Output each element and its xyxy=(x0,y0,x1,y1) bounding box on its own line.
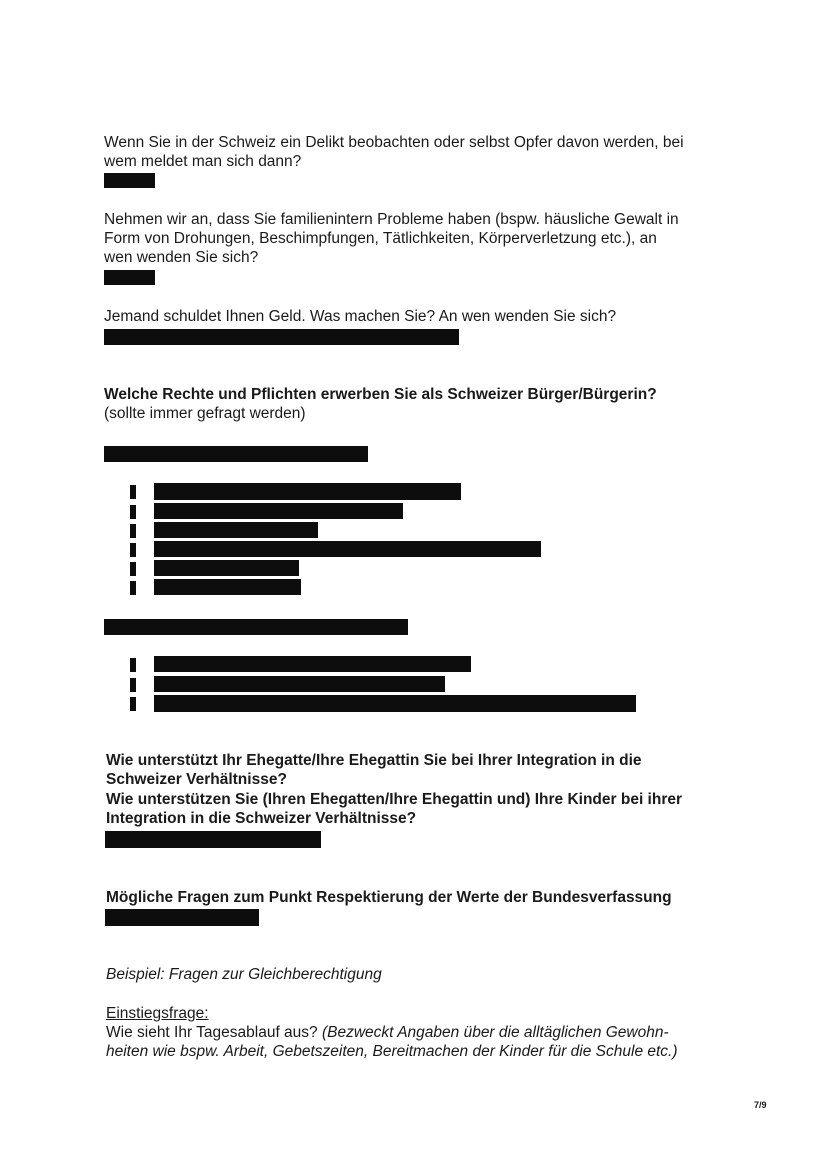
q2-line2: Form von Drohungen, Beschimpfungen, Tätlichkeiten, Körperverletzung etc.), an xyxy=(104,230,657,247)
redaction-box xyxy=(105,909,259,926)
redaction-box xyxy=(154,503,403,519)
bullet-marker xyxy=(130,697,136,711)
rights-note: (sollte immer gefragt werden) xyxy=(104,405,306,422)
redaction-box xyxy=(154,483,461,500)
q2-line1: Nehmen wir an, dass Sie familienintern Probleme haben (bspw. häusliche Gewalt in xyxy=(104,211,679,228)
entry-question-label: Einstiegsfrage: xyxy=(106,1005,209,1022)
redaction-box xyxy=(154,695,636,712)
bullet-marker xyxy=(130,524,136,538)
q1-line2: wem meldet man sich dann? xyxy=(104,153,302,170)
bullet-marker xyxy=(130,505,136,519)
entry-question-line2: heiten wie bspw. Arbeit, Gebetszeiten, Bereitmachen der Kinder für die Schule etc.) xyxy=(106,1043,678,1060)
bullet-marker xyxy=(130,485,136,499)
redaction-box xyxy=(154,560,299,576)
bullet-marker xyxy=(130,658,136,672)
redaction-box xyxy=(104,446,368,462)
integration-line2: Schweizer Verhältnisse? xyxy=(106,771,287,788)
entry-question-line1 xyxy=(106,1023,669,1042)
redaction-box xyxy=(154,656,471,672)
integration-line3: Wie unterstützen Sie (Ihren Ehegatten/Ihre Ehegattin und) Ihre Kinder bei ihrer xyxy=(106,791,683,808)
values-heading: Mögliche Fragen zum Punkt Respektierung der Werte der Bundesverfassung xyxy=(106,889,672,906)
q2-line3: wen wenden Sie sich? xyxy=(104,249,259,266)
q1-line1: Wenn Sie in der Schweiz ein Delikt beobachten oder selbst Opfer davon werden, bei xyxy=(104,134,684,151)
bullet-marker xyxy=(130,562,136,576)
redaction-box xyxy=(154,522,318,538)
entry-question-text: Wie sieht Ihr Tagesablauf aus? xyxy=(106,1024,322,1041)
bullet-marker xyxy=(130,543,136,557)
q3-line1: Jemand schuldet Ihnen Geld. Was machen Sie? An wen wenden Sie sich? xyxy=(104,308,617,325)
redaction-box xyxy=(154,676,445,692)
integration-line1: Wie unterstützt Ihr Ehegatte/Ihre Ehegattin Sie bei Ihrer Integration in die xyxy=(106,752,642,769)
redaction-box xyxy=(154,579,301,595)
bullet-marker xyxy=(130,581,136,595)
entry-question-note: (Bezweckt Angaben über die alltäglichen Gewohn- xyxy=(321,1024,669,1041)
bullet-marker xyxy=(130,678,136,692)
redaction-box xyxy=(105,831,321,848)
page-number: 7/9 xyxy=(754,1100,767,1110)
redaction-box xyxy=(104,173,155,188)
redaction-box xyxy=(104,329,459,345)
redaction-box xyxy=(104,270,155,285)
rights-heading: Welche Rechte und Pflichten erwerben Sie als Schweizer Bürger/Bürgerin? xyxy=(104,386,657,403)
redaction-box xyxy=(154,541,541,557)
example-label: Beispiel: Fragen zur Gleichberechtigung xyxy=(106,966,382,983)
redaction-box xyxy=(104,619,408,635)
integration-line4: Integration in die Schweizer Verhältnisse? xyxy=(106,810,417,827)
